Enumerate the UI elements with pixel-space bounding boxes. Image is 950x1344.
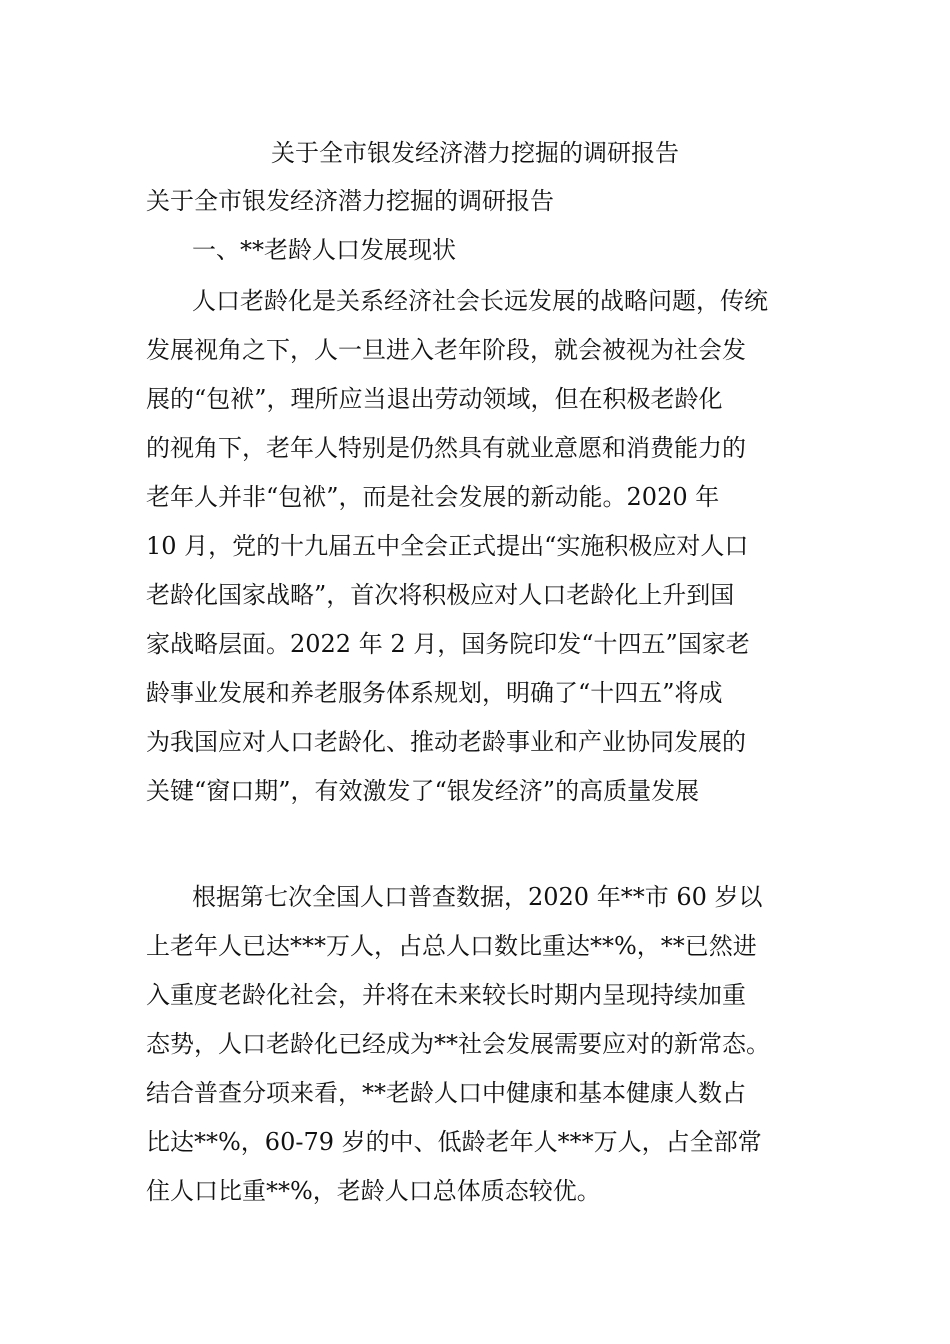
paragraph-line: 10 月，党的十九届五中全会正式提出“实施积极应对人口 bbox=[146, 532, 749, 560]
paragraph-line: 结合普查分项来看，**老龄人口中健康和基本健康人数占 bbox=[146, 1079, 746, 1107]
paragraph-line: 发展视角之下，人一旦进入老年阶段，就会被视为社会发 bbox=[146, 336, 746, 364]
document-title: 关于全市银发经济潜力挖掘的调研报告 bbox=[271, 139, 679, 167]
document-subtitle: 关于全市银发经济潜力挖掘的调研报告 bbox=[146, 187, 554, 215]
paragraph-line: 展的“包袱”，理所应当退出劳动领域，但在积极老龄化 bbox=[146, 385, 723, 413]
paragraph-line: 关键“窗口期”，有效激发了“银发经济”的高质量发展 bbox=[146, 777, 700, 805]
paragraph-line: 老年人并非“包袱”，而是社会发展的新动能。2020 年 bbox=[146, 483, 720, 511]
paragraph-line: 态势，人口老龄化已经成为**社会发展需要应对的新常态。 bbox=[146, 1030, 770, 1058]
paragraph-line: 上老年人已达***万人，占总人口数比重达**%，**已然进 bbox=[146, 932, 757, 960]
paragraph-line: 根据第七次全国人口普查数据，2020 年**市 60 岁以 bbox=[192, 883, 763, 911]
paragraph-2 bbox=[146, 880, 814, 1223]
paragraph-line: 老龄化国家战略”，首次将积极应对人口老龄化上升到国 bbox=[146, 581, 735, 609]
paragraph-line: 的视角下，老年人特别是仍然具有就业意愿和消费能力的 bbox=[146, 434, 746, 462]
paragraph-line: 比达**%，60-79 岁的中、低龄老年人***万人，占全部常 bbox=[146, 1128, 762, 1156]
paragraph-line: 入重度老龄化社会，并将在未来较长时期内呈现持续加重 bbox=[146, 981, 746, 1009]
paragraph-line: 为我国应对人口老龄化、推动老龄事业和产业协同发展的 bbox=[146, 728, 746, 756]
paragraph-line: 住人口比重**%，老龄人口总体质态较优。 bbox=[146, 1177, 601, 1205]
paragraph-1 bbox=[146, 284, 814, 823]
paragraph-line: 龄事业发展和养老服务体系规划，明确了“十四五”将成 bbox=[146, 679, 723, 707]
paragraph-line: 人口老龄化是关系经济社会长远发展的战略问题，传统 bbox=[192, 287, 768, 315]
paragraph-line: 家战略层面。2022 年 2 月，国务院印发“十四五”国家老 bbox=[146, 630, 750, 658]
section-heading: 一、**老龄人口发展现状 bbox=[192, 236, 456, 264]
